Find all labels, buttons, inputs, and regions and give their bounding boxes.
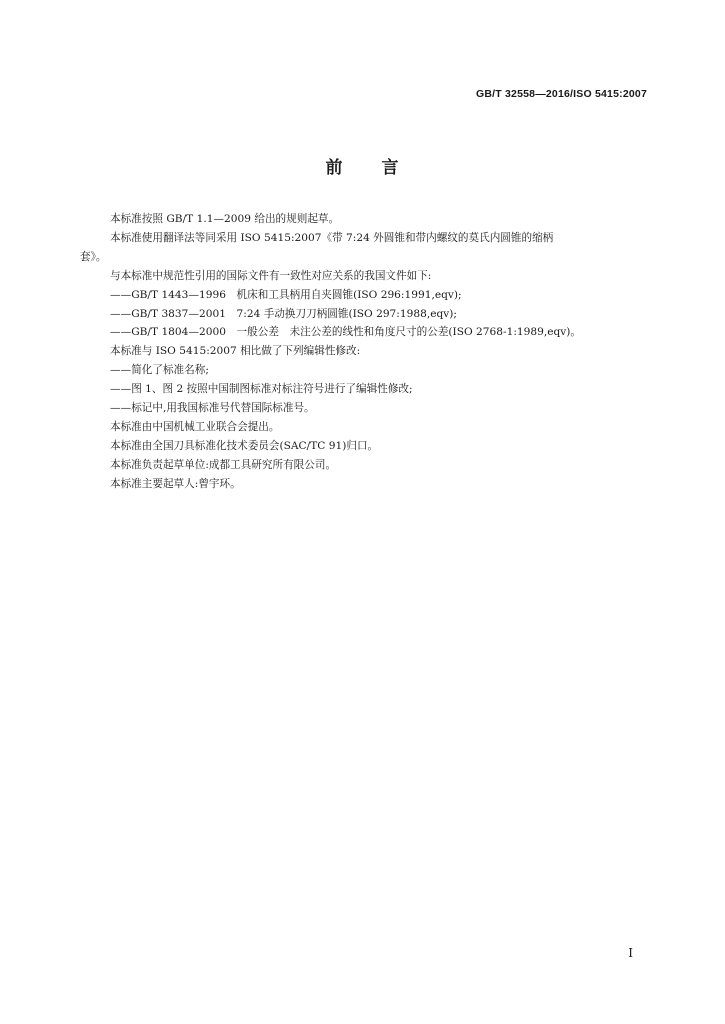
modification-item: ——标记中,用我国标准号代替国际标准号。 [110, 402, 315, 415]
paragraph-adoption-line2: 套》。 [80, 250, 107, 263]
paragraph-proposer: 本标准由中国机械工业联合会提出。 [110, 420, 280, 433]
reference-item: ——GB/T 1804—2000 一般公差 未注公差的线性和角度尺寸的公差(ISO 2768-1:1989,eqv)。 [110, 326, 581, 339]
paragraph-modifications-intro: 本标准与 ISO 5415:2007 相比做了下列编辑性修改: [110, 345, 361, 358]
reference-item: ——GB/T 1443—1996 机床和工具柄用自夹圆锥(ISO 296:1991,eqv); [110, 288, 462, 301]
standard-number: GB/T 32558—2016/ISO 5415:2007 [476, 88, 647, 100]
reference-item: ——GB/T 3837—2001 7:24 手动换刀刀柄圆锥(ISO 297:1988,eqv); [110, 307, 457, 320]
modification-item: ——图 1、图 2 按照中国制图标准对标注符号进行了编辑性修改; [110, 383, 413, 396]
paragraph-drafting-rules: 本标准按照 GB/T 1.1—2009 给出的规则起草。 [110, 213, 340, 225]
paragraph-committee: 本标准由全国刀具标准化技术委员会(SAC/TC 91)归口。 [110, 439, 379, 452]
title-char-1: 前 [325, 158, 344, 178]
paragraph-drafter: 本标准主要起草人:曾宇环。 [110, 477, 241, 490]
foreword-body [80, 210, 668, 494]
title-char-2: 言 [381, 158, 400, 178]
page-title [0, 153, 725, 178]
paragraph-adoption-line1: 本标准使用翻译法等同采用 ISO 5415:2007《带 7:24 外圆锥和带内螺纹的莫氏内圆锥的缩柄 [110, 231, 554, 244]
paragraph-adoption [80, 229, 668, 267]
page-number: I [628, 946, 633, 960]
paragraph-references-intro: 与本标准中规范性引用的国际文件有一致性对应关系的我国文件如下: [110, 269, 432, 282]
modification-item: ——简化了标准名称; [110, 364, 209, 377]
paragraph-drafting-unit: 本标准负责起草单位:成都工具研究所有限公司。 [110, 458, 337, 471]
